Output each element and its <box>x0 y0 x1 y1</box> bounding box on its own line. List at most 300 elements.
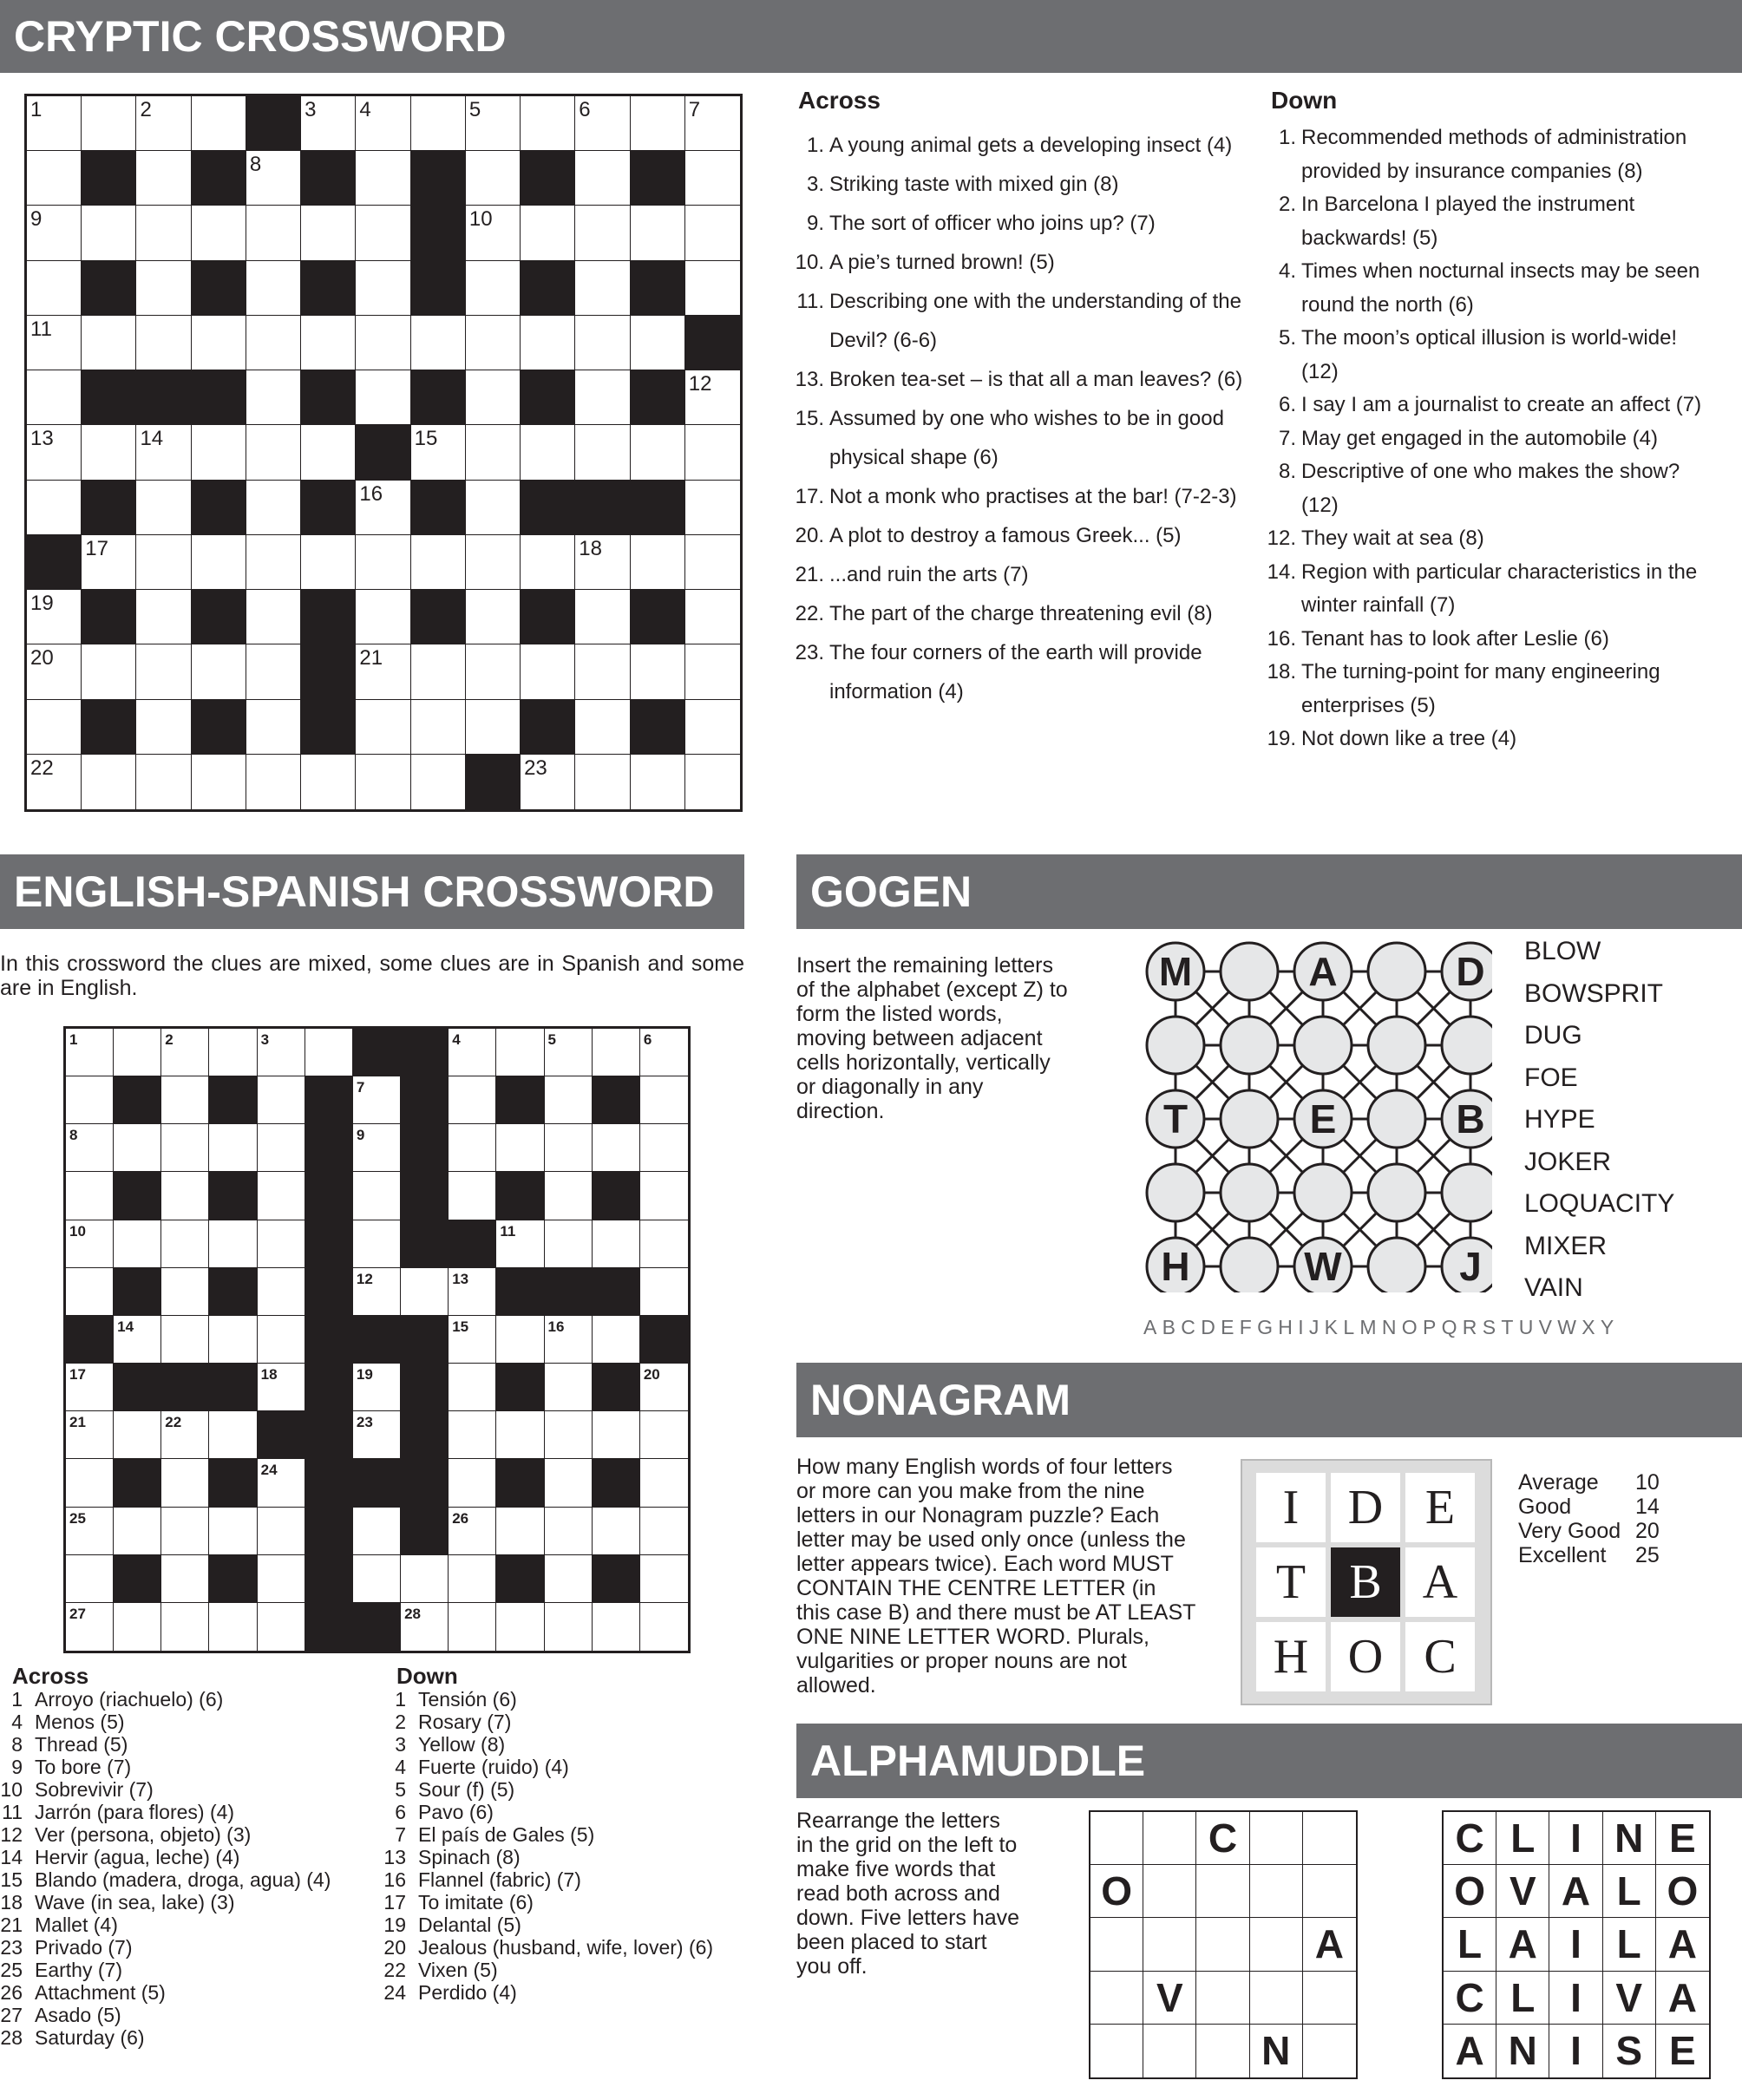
white-cell[interactable] <box>66 1555 114 1603</box>
alphamuddle-cell[interactable]: L <box>1603 1918 1656 1971</box>
white-cell[interactable] <box>246 535 301 590</box>
white-cell[interactable] <box>209 1220 257 1268</box>
white-cell[interactable] <box>496 1411 544 1459</box>
white-cell[interactable] <box>356 755 410 809</box>
white-cell[interactable] <box>353 1268 401 1316</box>
alphamuddle-cell[interactable] <box>1143 1918 1196 1971</box>
gogen-cell[interactable] <box>1368 1238 1425 1292</box>
alphamuddle-cell[interactable]: I <box>1549 1918 1602 1971</box>
white-cell[interactable] <box>593 1508 640 1555</box>
white-cell[interactable] <box>353 1411 401 1459</box>
white-cell[interactable] <box>466 370 521 425</box>
white-cell[interactable] <box>301 206 356 260</box>
white-cell[interactable] <box>466 96 521 151</box>
white-cell[interactable] <box>136 206 191 260</box>
white-cell[interactable] <box>66 1220 114 1268</box>
white-cell[interactable] <box>593 1124 640 1172</box>
white-cell[interactable] <box>161 1459 209 1507</box>
white-cell[interactable] <box>209 1316 257 1364</box>
white-cell[interactable] <box>449 1411 496 1459</box>
alphamuddle-cell[interactable]: C <box>1444 1812 1496 1865</box>
white-cell[interactable] <box>258 1268 305 1316</box>
white-cell[interactable] <box>209 1124 257 1172</box>
white-cell[interactable] <box>401 1268 449 1316</box>
white-cell[interactable] <box>82 535 136 590</box>
white-cell[interactable] <box>466 151 521 206</box>
white-cell[interactable] <box>114 1316 161 1364</box>
white-cell[interactable] <box>449 1508 496 1555</box>
white-cell[interactable] <box>575 206 630 260</box>
white-cell[interactable] <box>356 206 410 260</box>
alphamuddle-cell[interactable] <box>1303 1972 1356 2025</box>
white-cell[interactable] <box>356 370 410 425</box>
white-cell[interactable] <box>192 755 246 809</box>
white-cell[interactable] <box>593 1603 640 1651</box>
gogen-cell[interactable] <box>1368 1017 1425 1074</box>
gogen-cell[interactable] <box>1221 1238 1278 1292</box>
white-cell[interactable] <box>449 1076 496 1124</box>
alphamuddle-cell[interactable]: L <box>1496 1812 1549 1865</box>
white-cell[interactable] <box>161 1076 209 1124</box>
white-cell[interactable] <box>496 1029 544 1076</box>
alphamuddle-cell[interactable] <box>1303 1812 1356 1865</box>
white-cell[interactable] <box>411 755 466 809</box>
white-cell[interactable] <box>246 206 301 260</box>
white-cell[interactable] <box>575 151 630 206</box>
white-cell[interactable] <box>575 755 630 809</box>
white-cell[interactable] <box>640 1029 688 1076</box>
gogen-cell[interactable] <box>1221 1017 1278 1074</box>
white-cell[interactable] <box>449 1555 496 1603</box>
white-cell[interactable] <box>411 644 466 699</box>
white-cell[interactable] <box>66 1411 114 1459</box>
white-cell[interactable] <box>353 1555 401 1603</box>
white-cell[interactable] <box>136 755 191 809</box>
white-cell[interactable] <box>136 316 191 370</box>
white-cell[interactable] <box>246 590 301 644</box>
white-cell[interactable] <box>258 1555 305 1603</box>
alphamuddle-cell[interactable]: L <box>1444 1918 1496 1971</box>
white-cell[interactable] <box>545 1459 593 1507</box>
white-cell[interactable] <box>545 1316 593 1364</box>
white-cell[interactable] <box>685 96 740 151</box>
white-cell[interactable] <box>411 96 466 151</box>
white-cell[interactable] <box>161 1124 209 1172</box>
white-cell[interactable] <box>449 1124 496 1172</box>
white-cell[interactable] <box>449 1603 496 1651</box>
white-cell[interactable] <box>356 261 410 316</box>
white-cell[interactable] <box>27 206 82 260</box>
white-cell[interactable] <box>593 1316 640 1364</box>
white-cell[interactable] <box>301 755 356 809</box>
white-cell[interactable] <box>258 1076 305 1124</box>
alphamuddle-cell[interactable]: I <box>1549 1972 1602 2025</box>
white-cell[interactable] <box>640 1124 688 1172</box>
white-cell[interactable] <box>545 1555 593 1603</box>
white-cell[interactable] <box>449 1172 496 1220</box>
white-cell[interactable] <box>466 644 521 699</box>
alphamuddle-cell[interactable]: V <box>1143 1972 1196 2025</box>
white-cell[interactable] <box>192 96 246 151</box>
white-cell[interactable] <box>521 316 575 370</box>
white-cell[interactable] <box>258 1220 305 1268</box>
alphamuddle-cell[interactable] <box>1250 1918 1303 1971</box>
white-cell[interactable] <box>640 1268 688 1316</box>
alphamuddle-cell[interactable] <box>1303 1865 1356 1918</box>
white-cell[interactable] <box>545 1364 593 1411</box>
white-cell[interactable] <box>631 96 685 151</box>
white-cell[interactable] <box>685 206 740 260</box>
white-cell[interactable] <box>258 1603 305 1651</box>
white-cell[interactable] <box>411 425 466 480</box>
white-cell[interactable] <box>161 1316 209 1364</box>
white-cell[interactable] <box>466 700 521 755</box>
alphamuddle-cell[interactable]: N <box>1603 1812 1656 1865</box>
white-cell[interactable] <box>356 151 410 206</box>
white-cell[interactable] <box>545 1124 593 1172</box>
white-cell[interactable] <box>246 755 301 809</box>
gogen-cell[interactable] <box>1442 1164 1492 1221</box>
white-cell[interactable] <box>82 425 136 480</box>
white-cell[interactable] <box>545 1220 593 1268</box>
alphamuddle-cell[interactable] <box>1196 1918 1249 1971</box>
white-cell[interactable] <box>246 151 301 206</box>
alphamuddle-cell[interactable] <box>1196 1865 1249 1918</box>
white-cell[interactable] <box>496 1316 544 1364</box>
gogen-cell[interactable] <box>1147 1164 1204 1221</box>
white-cell[interactable] <box>631 206 685 260</box>
white-cell[interactable] <box>545 1029 593 1076</box>
white-cell[interactable] <box>685 590 740 644</box>
white-cell[interactable] <box>246 425 301 480</box>
white-cell[interactable] <box>545 1508 593 1555</box>
white-cell[interactable] <box>640 1555 688 1603</box>
white-cell[interactable] <box>449 1029 496 1076</box>
white-cell[interactable] <box>640 1603 688 1651</box>
white-cell[interactable] <box>209 1508 257 1555</box>
white-cell[interactable] <box>545 1411 593 1459</box>
alphamuddle-cell[interactable]: V <box>1496 1865 1549 1918</box>
white-cell[interactable] <box>258 1508 305 1555</box>
white-cell[interactable] <box>356 96 410 151</box>
white-cell[interactable] <box>192 425 246 480</box>
white-cell[interactable] <box>401 1603 449 1651</box>
white-cell[interactable] <box>246 370 301 425</box>
white-cell[interactable] <box>82 316 136 370</box>
white-cell[interactable] <box>27 261 82 316</box>
white-cell[interactable] <box>411 535 466 590</box>
white-cell[interactable] <box>411 700 466 755</box>
gogen-cell[interactable] <box>1221 943 1278 1000</box>
white-cell[interactable] <box>192 206 246 260</box>
white-cell[interactable] <box>82 96 136 151</box>
white-cell[interactable] <box>356 535 410 590</box>
white-cell[interactable] <box>27 481 82 535</box>
white-cell[interactable] <box>66 1268 114 1316</box>
alphamuddle-cell[interactable]: O <box>1444 1865 1496 1918</box>
white-cell[interactable] <box>575 96 630 151</box>
white-cell[interactable] <box>161 1220 209 1268</box>
white-cell[interactable] <box>496 1603 544 1651</box>
gogen-cell[interactable] <box>1221 1164 1278 1221</box>
white-cell[interactable] <box>246 481 301 535</box>
white-cell[interactable] <box>521 96 575 151</box>
white-cell[interactable] <box>27 370 82 425</box>
alphamuddle-cell[interactable]: O <box>1090 1865 1143 1918</box>
white-cell[interactable] <box>593 1029 640 1076</box>
alphamuddle-cell[interactable]: C <box>1444 1972 1496 2025</box>
white-cell[interactable] <box>66 1076 114 1124</box>
white-cell[interactable] <box>161 1029 209 1076</box>
white-cell[interactable] <box>545 1076 593 1124</box>
white-cell[interactable] <box>449 1268 496 1316</box>
white-cell[interactable] <box>640 1459 688 1507</box>
white-cell[interactable] <box>66 1029 114 1076</box>
white-cell[interactable] <box>246 700 301 755</box>
alphamuddle-cell[interactable] <box>1090 1812 1143 1865</box>
alphamuddle-cell[interactable]: A <box>1303 1918 1356 1971</box>
white-cell[interactable] <box>466 316 521 370</box>
white-cell[interactable] <box>209 1029 257 1076</box>
white-cell[interactable] <box>575 700 630 755</box>
white-cell[interactable] <box>192 535 246 590</box>
white-cell[interactable] <box>685 481 740 535</box>
white-cell[interactable] <box>114 1220 161 1268</box>
white-cell[interactable] <box>685 700 740 755</box>
white-cell[interactable] <box>258 1364 305 1411</box>
white-cell[interactable] <box>466 481 521 535</box>
white-cell[interactable] <box>301 96 356 151</box>
gogen-cell[interactable] <box>1368 1164 1425 1221</box>
white-cell[interactable] <box>136 96 191 151</box>
white-cell[interactable] <box>258 1029 305 1076</box>
alphamuddle-cell[interactable]: I <box>1549 1812 1602 1865</box>
white-cell[interactable] <box>27 755 82 809</box>
white-cell[interactable] <box>82 755 136 809</box>
white-cell[interactable] <box>161 1268 209 1316</box>
white-cell[interactable] <box>66 1124 114 1172</box>
white-cell[interactable] <box>161 1172 209 1220</box>
alphamuddle-cell[interactable] <box>1143 1865 1196 1918</box>
white-cell[interactable] <box>136 644 191 699</box>
alphamuddle-cell[interactable]: L <box>1496 1972 1549 2025</box>
white-cell[interactable] <box>521 535 575 590</box>
white-cell[interactable] <box>27 151 82 206</box>
white-cell[interactable] <box>27 644 82 699</box>
white-cell[interactable] <box>246 261 301 316</box>
white-cell[interactable] <box>401 1555 449 1603</box>
white-cell[interactable] <box>521 644 575 699</box>
white-cell[interactable] <box>640 1508 688 1555</box>
white-cell[interactable] <box>66 1459 114 1507</box>
white-cell[interactable] <box>466 425 521 480</box>
white-cell[interactable] <box>258 1172 305 1220</box>
white-cell[interactable] <box>593 1220 640 1268</box>
alphamuddle-cell[interactable]: A <box>1656 1972 1709 2025</box>
white-cell[interactable] <box>685 261 740 316</box>
white-cell[interactable] <box>631 755 685 809</box>
white-cell[interactable] <box>575 590 630 644</box>
white-cell[interactable] <box>114 1508 161 1555</box>
white-cell[interactable] <box>209 1603 257 1651</box>
gogen-cell[interactable] <box>1442 1017 1492 1074</box>
white-cell[interactable] <box>575 644 630 699</box>
white-cell[interactable] <box>466 590 521 644</box>
white-cell[interactable] <box>575 370 630 425</box>
alphamuddle-cell[interactable] <box>1250 1972 1303 2025</box>
white-cell[interactable] <box>449 1364 496 1411</box>
white-cell[interactable] <box>27 425 82 480</box>
alphamuddle-cell[interactable]: N <box>1496 2025 1549 2077</box>
white-cell[interactable] <box>66 1603 114 1651</box>
white-cell[interactable] <box>192 644 246 699</box>
white-cell[interactable] <box>27 316 82 370</box>
alphamuddle-cell[interactable] <box>1250 1865 1303 1918</box>
white-cell[interactable] <box>449 1316 496 1364</box>
white-cell[interactable] <box>356 316 410 370</box>
white-cell[interactable] <box>161 1603 209 1651</box>
white-cell[interactable] <box>209 1411 257 1459</box>
white-cell[interactable] <box>593 1411 640 1459</box>
alphamuddle-cell[interactable]: V <box>1603 1972 1656 2025</box>
white-cell[interactable] <box>27 590 82 644</box>
alphamuddle-cell[interactable]: O <box>1656 1865 1709 1918</box>
white-cell[interactable] <box>575 261 630 316</box>
white-cell[interactable] <box>27 96 82 151</box>
white-cell[interactable] <box>301 425 356 480</box>
white-cell[interactable] <box>136 425 191 480</box>
white-cell[interactable] <box>545 1603 593 1651</box>
white-cell[interactable] <box>631 316 685 370</box>
white-cell[interactable] <box>246 316 301 370</box>
white-cell[interactable] <box>575 535 630 590</box>
white-cell[interactable] <box>575 316 630 370</box>
gogen-cell[interactable] <box>1294 1017 1352 1074</box>
white-cell[interactable] <box>356 644 410 699</box>
white-cell[interactable] <box>521 755 575 809</box>
white-cell[interactable] <box>27 700 82 755</box>
white-cell[interactable] <box>685 370 740 425</box>
gogen-cell[interactable] <box>1368 1090 1425 1148</box>
white-cell[interactable] <box>411 316 466 370</box>
white-cell[interactable] <box>353 1124 401 1172</box>
alphamuddle-cell[interactable]: C <box>1196 1812 1249 1865</box>
white-cell[interactable] <box>466 535 521 590</box>
white-cell[interactable] <box>353 1508 401 1555</box>
white-cell[interactable] <box>356 481 410 535</box>
white-cell[interactable] <box>136 151 191 206</box>
white-cell[interactable] <box>631 535 685 590</box>
white-cell[interactable] <box>136 700 191 755</box>
white-cell[interactable] <box>246 644 301 699</box>
white-cell[interactable] <box>66 1172 114 1220</box>
gogen-cell[interactable] <box>1147 1017 1204 1074</box>
alphamuddle-cell[interactable] <box>1090 1972 1143 2025</box>
white-cell[interactable] <box>466 261 521 316</box>
white-cell[interactable] <box>136 261 191 316</box>
alphamuddle-cell[interactable] <box>1143 1812 1196 1865</box>
white-cell[interactable] <box>353 1076 401 1124</box>
alphamuddle-cell[interactable] <box>1196 1972 1249 2025</box>
white-cell[interactable] <box>685 644 740 699</box>
white-cell[interactable] <box>640 1364 688 1411</box>
white-cell[interactable] <box>136 535 191 590</box>
alphamuddle-cell[interactable] <box>1090 1918 1143 1971</box>
white-cell[interactable] <box>114 1029 161 1076</box>
white-cell[interactable] <box>356 700 410 755</box>
gogen-cell[interactable] <box>1368 943 1425 1000</box>
white-cell[interactable] <box>449 1459 496 1507</box>
white-cell[interactable] <box>192 316 246 370</box>
alphamuddle-cell[interactable]: A <box>1656 1918 1709 1971</box>
alphamuddle-cell[interactable] <box>1090 2025 1143 2077</box>
white-cell[interactable] <box>496 1508 544 1555</box>
alphamuddle-cell[interactable]: S <box>1603 2025 1656 2077</box>
white-cell[interactable] <box>685 151 740 206</box>
alphamuddle-cell[interactable]: A <box>1444 2025 1496 2077</box>
white-cell[interactable] <box>301 535 356 590</box>
white-cell[interactable] <box>521 425 575 480</box>
white-cell[interactable] <box>575 425 630 480</box>
alphamuddle-cell[interactable]: A <box>1496 1918 1549 1971</box>
white-cell[interactable] <box>496 1220 544 1268</box>
alphamuddle-cell[interactable] <box>1250 1812 1303 1865</box>
alphamuddle-cell[interactable]: N <box>1250 2025 1303 2077</box>
alphamuddle-cell[interactable] <box>1143 2025 1196 2077</box>
white-cell[interactable] <box>353 1220 401 1268</box>
white-cell[interactable] <box>66 1364 114 1411</box>
white-cell[interactable] <box>631 644 685 699</box>
alphamuddle-cell[interactable]: I <box>1549 2025 1602 2077</box>
alphamuddle-cell[interactable]: E <box>1656 1812 1709 1865</box>
white-cell[interactable] <box>136 590 191 644</box>
white-cell[interactable] <box>353 1172 401 1220</box>
white-cell[interactable] <box>82 206 136 260</box>
alphamuddle-cell[interactable]: A <box>1549 1865 1602 1918</box>
alphamuddle-cell[interactable]: E <box>1669 2028 1696 2074</box>
white-cell[interactable] <box>545 1172 593 1220</box>
white-cell[interactable] <box>496 1124 544 1172</box>
alphamuddle-cell[interactable]: L <box>1603 1865 1656 1918</box>
white-cell[interactable] <box>258 1316 305 1364</box>
white-cell[interactable] <box>353 1364 401 1411</box>
white-cell[interactable] <box>66 1508 114 1555</box>
white-cell[interactable] <box>258 1459 305 1507</box>
white-cell[interactable] <box>305 1029 353 1076</box>
white-cell[interactable] <box>82 644 136 699</box>
white-cell[interactable] <box>114 1124 161 1172</box>
white-cell[interactable] <box>640 1076 688 1124</box>
white-cell[interactable] <box>161 1508 209 1555</box>
white-cell[interactable] <box>161 1555 209 1603</box>
white-cell[interactable] <box>136 481 191 535</box>
white-cell[interactable] <box>685 425 740 480</box>
white-cell[interactable] <box>114 1603 161 1651</box>
gogen-cell[interactable] <box>1221 1090 1278 1148</box>
white-cell[interactable] <box>466 206 521 260</box>
white-cell[interactable] <box>161 1411 209 1459</box>
white-cell[interactable] <box>640 1411 688 1459</box>
white-cell[interactable] <box>685 755 740 809</box>
alphamuddle-cell[interactable] <box>1303 2025 1356 2077</box>
white-cell[interactable] <box>631 425 685 480</box>
white-cell[interactable] <box>114 1411 161 1459</box>
alphamuddle-cell[interactable] <box>1196 2025 1249 2077</box>
white-cell[interactable] <box>258 1124 305 1172</box>
white-cell[interactable] <box>685 535 740 590</box>
white-cell[interactable] <box>640 1220 688 1268</box>
white-cell[interactable] <box>356 590 410 644</box>
